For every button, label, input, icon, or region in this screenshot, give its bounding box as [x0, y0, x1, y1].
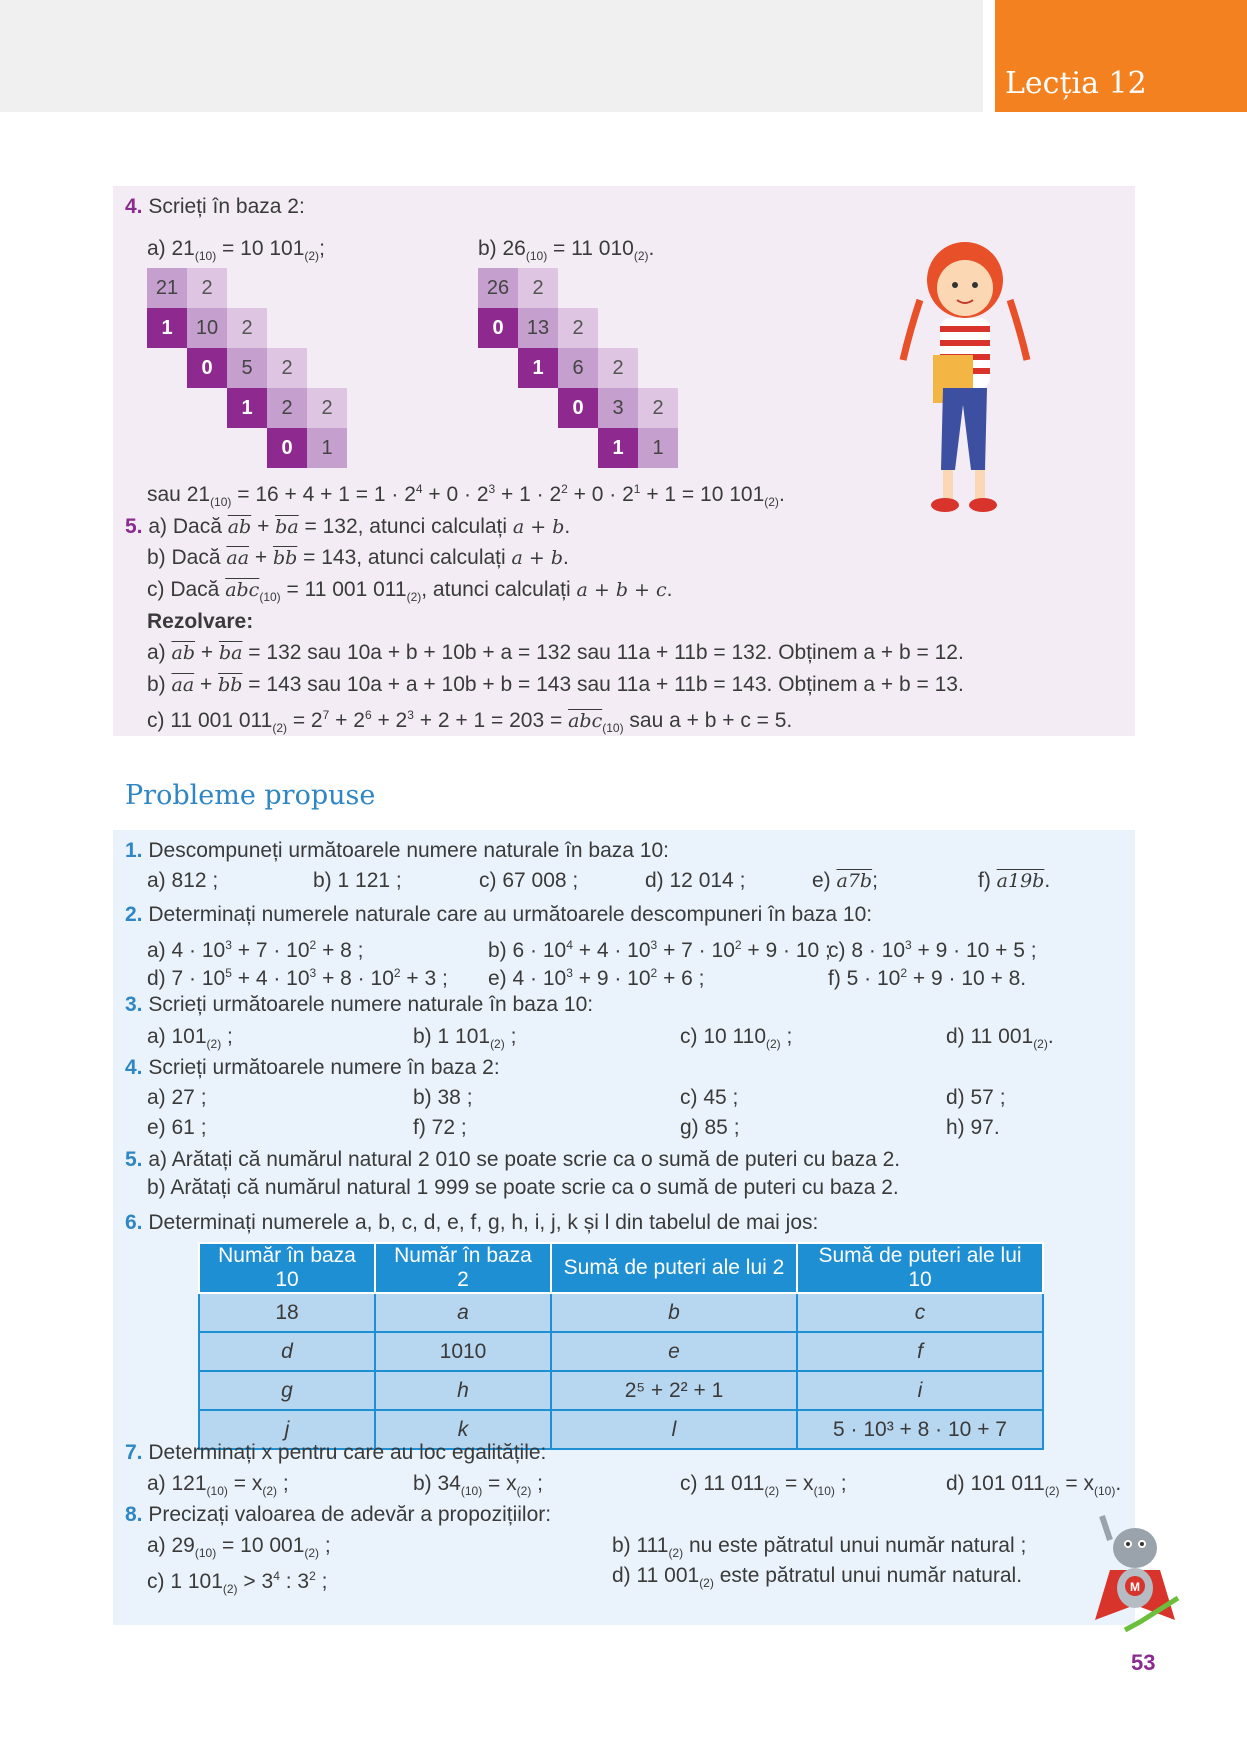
grid-cell: 21 [147, 268, 187, 308]
problem-8c: c) 1 $101_{(2)} > 3^4$ : $3^2$ ; [147, 1569, 328, 1596]
problem-2b: b) $6 \cdot 10^4 + 4 \cdot 10^3 + 7 \cdot 10^2 + 9 \cdot 10$ ; [488, 938, 831, 962]
table-header-cell: Sumă de puteri ale lui 2 [551, 1243, 797, 1293]
grid-cell: 6 [558, 348, 598, 388]
table-cell: c [797, 1293, 1043, 1332]
girl-illustration [885, 230, 1045, 530]
table-header-cell: Sumă de puteri ale lui 10 [797, 1243, 1043, 1293]
grid-cell: 2 [227, 308, 267, 348]
grid-cell: 2 [187, 268, 227, 308]
lesson-label: Lecția 12 [1005, 66, 1147, 101]
problem-2d: d) $7 \cdot 10^5 + 4 \cdot 10^3 + 8 \cdot 10^2 + 3$ ; [147, 966, 448, 990]
grid-cell: 0 [558, 388, 598, 428]
svg-text:M: M [1130, 1580, 1140, 1594]
problem-3-heading: 3. Scrieți următoarele numere naturale în baza 10: [125, 993, 594, 1016]
bases-table [198, 1242, 1044, 1450]
problem-3d: d) 11 $001_{(2)}$. [946, 1025, 1054, 1051]
example-4a: a) $21_{(10)} = 10$ $101_{(2)}$; [147, 237, 325, 263]
table-cell: j [199, 1410, 375, 1449]
problem-1b: b) 1 121 ; [313, 869, 402, 892]
grid-cell: 2 [558, 308, 598, 348]
table-cell: f [797, 1332, 1043, 1371]
problem-2c: c) $8 \cdot 10^3 + 9 \cdot 10 + 5$ ; [828, 938, 1037, 962]
grid-cell: 2 [267, 388, 307, 428]
table-cell: e [551, 1332, 797, 1371]
problem-7a: a) $121_{(10)} = x_{(2)}$ ; [147, 1472, 289, 1498]
problem-7b: b) $34_{(10)} = x_{(2)}$ ; [413, 1472, 543, 1498]
example-5c: c) Dacă $\overline{abc}_{(10)} = 11$ 001 $011_{(2)}$, atunci calculați a + b + c. [147, 578, 673, 604]
grid-cell: 2 [518, 268, 558, 308]
page-number: 53 [1131, 1650, 1156, 1675]
solution-b: b) $\overline{aa} + \overline{bb} = 143$ sau 10a + a + 10b + b = 143 sau 11a + 11b = 143. Obținem a + b = 13. [147, 673, 964, 696]
grid-cell: 26 [478, 268, 518, 308]
grid-cell: 1 [307, 428, 347, 468]
grid-cell: 0 [267, 428, 307, 468]
problem-2a: a) $4 \cdot 10^3 + 7 \cdot 10^2 + 8$ ; [147, 938, 364, 962]
problem-4a: a) 27 ; [147, 1086, 207, 1109]
problem-7c: c) 11 $011_{(2)} = x_{(10)}$ ; [680, 1472, 847, 1498]
grid-cell: 2 [307, 388, 347, 428]
problem-7d: d) 101 $011_{(2)} = x_{(10)}$. [946, 1472, 1122, 1498]
problem-1d: d) 12 014 ; [645, 869, 746, 892]
mascot-illustration [1090, 1510, 1180, 1635]
problem-8d: d) 11 $001_{(2)}$ este pătratul unui număr natural. [612, 1564, 1023, 1590]
table-cell: i [797, 1371, 1043, 1410]
problem-8a: a) $29_{(10)} = 10$ $001_{(2)}$ ; [147, 1534, 331, 1560]
section-title: Probleme propuse [125, 780, 376, 811]
table-row [199, 1293, 1043, 1332]
table-cell: l [551, 1410, 797, 1449]
problem-3c: c) 10 $110_{(2)}$ ; [680, 1025, 793, 1051]
problem-4g: g) 85 ; [680, 1116, 740, 1139]
table-cell: 18 [199, 1293, 375, 1332]
table-cell: a [375, 1293, 551, 1332]
problem-4b: b) 38 ; [413, 1086, 473, 1109]
table-cell: h [375, 1371, 551, 1410]
problem-6-heading: 6. Determinați numerele a, b, c, d, e, f, g, h, i, j, k și l din tabelul de mai jos: [125, 1211, 819, 1234]
grid-cell: 1 [638, 428, 678, 468]
problem-1-heading: 1. Descompuneți următoarele numere naturale în baza 10: [125, 839, 669, 862]
table-header-cell: Număr în baza 10 [199, 1243, 375, 1293]
problem-1c: c) 67 008 ; [479, 869, 579, 892]
problem-2f: f) $5 \cdot 10^2 + 9 \cdot 10 + 8$. [828, 966, 1027, 990]
grid-cell: 1 [518, 348, 558, 388]
grid-cell: 2 [638, 388, 678, 428]
table-header-cell: Număr în baza 2 [375, 1243, 551, 1293]
table-cell: g [199, 1371, 375, 1410]
grid-cell: 2 [598, 348, 638, 388]
table-cell: k [375, 1410, 551, 1449]
grid-cell: 1 [598, 428, 638, 468]
problem-1e: e) a7b; [812, 869, 878, 892]
example-5b: b) Dacă $\overline{aa} + \overline{bb} = 143$, atunci calculați a + b. [147, 546, 569, 569]
problem-7-heading: 7. Determinați x pentru care au loc egalitățile: [125, 1441, 547, 1464]
problem-5a: 5. a) Arătați că numărul natural 2 010 se poate scrie ca o sumă de puteri cu baza 2. [125, 1148, 901, 1171]
rezolvare-label: Rezolvare: [147, 610, 254, 633]
problem-1f: f) a19b. [978, 869, 1051, 892]
solution-c: c) 11 001 $011_{(2)} = 2^7 + 2^6 + 2^3 + 2 + 1 = 203 = \overline{abc}_{(10)}$ sau a + b + c = 5. [147, 708, 793, 735]
problem-4-heading: 4. Scrieți următoarele numere în baza 2: [125, 1056, 500, 1079]
table-row [199, 1371, 1043, 1410]
table-cell: 1010 [375, 1332, 551, 1371]
grid-cell: 3 [598, 388, 638, 428]
header-band [0, 0, 983, 112]
table-row [199, 1332, 1043, 1371]
solution-a: a) $\overline{ab} + \overline{ba} = 132$ sau 10a + b + 10b + a = 132 sau 11a + 11b = 132. Obținem a + b = 12. [147, 641, 964, 664]
problem-3b: b) 1 $101_{(2)}$ ; [413, 1025, 517, 1051]
problem-4f: f) 72 ; [413, 1116, 467, 1139]
problem-4c: c) 45 ; [680, 1086, 739, 1109]
example-4-heading: 4. Scrieți în baza 2: [125, 195, 305, 218]
problem-4e: e) 61 ; [147, 1116, 207, 1139]
problem-8b: b) $111_{(2)}$ nu este pătratul unui număr natural ; [612, 1534, 1027, 1560]
table-cell: b [551, 1293, 797, 1332]
table-cell: 2⁵ + 2² + 1 [551, 1371, 797, 1410]
grid-cell: 0 [187, 348, 227, 388]
problem-4d: d) 57 ; [946, 1086, 1006, 1109]
problem-1a: a) 812 ; [147, 869, 219, 892]
grid-cell: 1 [227, 388, 267, 428]
problem-3a: a) $101_{(2)}$ ; [147, 1025, 233, 1051]
table-cell: 5 · 10³ + 8 · 10 + 7 [797, 1410, 1043, 1449]
example-4-sum-line: sau $21_{(10)} = 16 + 4 + 1 = 1 \cdot 2^4 + 0 \cdot 2^3 + 1 \cdot 2^2 + 0 \cdot 2^1 + 1 = 10$ $101_{(2)}$. [147, 482, 785, 509]
table-header-row [199, 1243, 1043, 1293]
grid-cell: 10 [187, 308, 227, 348]
grid-cell: 1 [147, 308, 187, 348]
problem-2-heading: 2. Determinați numerele naturale care au următoarele descompuneri în baza 10: [125, 903, 873, 926]
grid-cell: 13 [518, 308, 558, 348]
table-cell: d [199, 1332, 375, 1371]
problem-2e: e) $4 \cdot 10^3 + 9 \cdot 10^2 + 6$ ; [488, 966, 705, 990]
grid-cell: 5 [227, 348, 267, 388]
example-4b: b) $26_{(10)} = 11$ $010_{(2)}$. [478, 237, 655, 263]
example-5a: 5. a) Dacă $\overline{ab} + \overline{ba} = 132$, atunci calculați a + b. [125, 515, 571, 538]
problem-8-heading: 8. Precizați valoarea de adevăr a propozițiilor: [125, 1503, 552, 1526]
grid-cell: 0 [478, 308, 518, 348]
problem-5b: b) Arătați că numărul natural 1 999 se poate scrie ca o sumă de puteri cu baza 2. [147, 1176, 899, 1199]
grid-cell: 2 [267, 348, 307, 388]
lesson-tab [995, 0, 1247, 112]
problem-4h: h) 97. [946, 1116, 1000, 1139]
